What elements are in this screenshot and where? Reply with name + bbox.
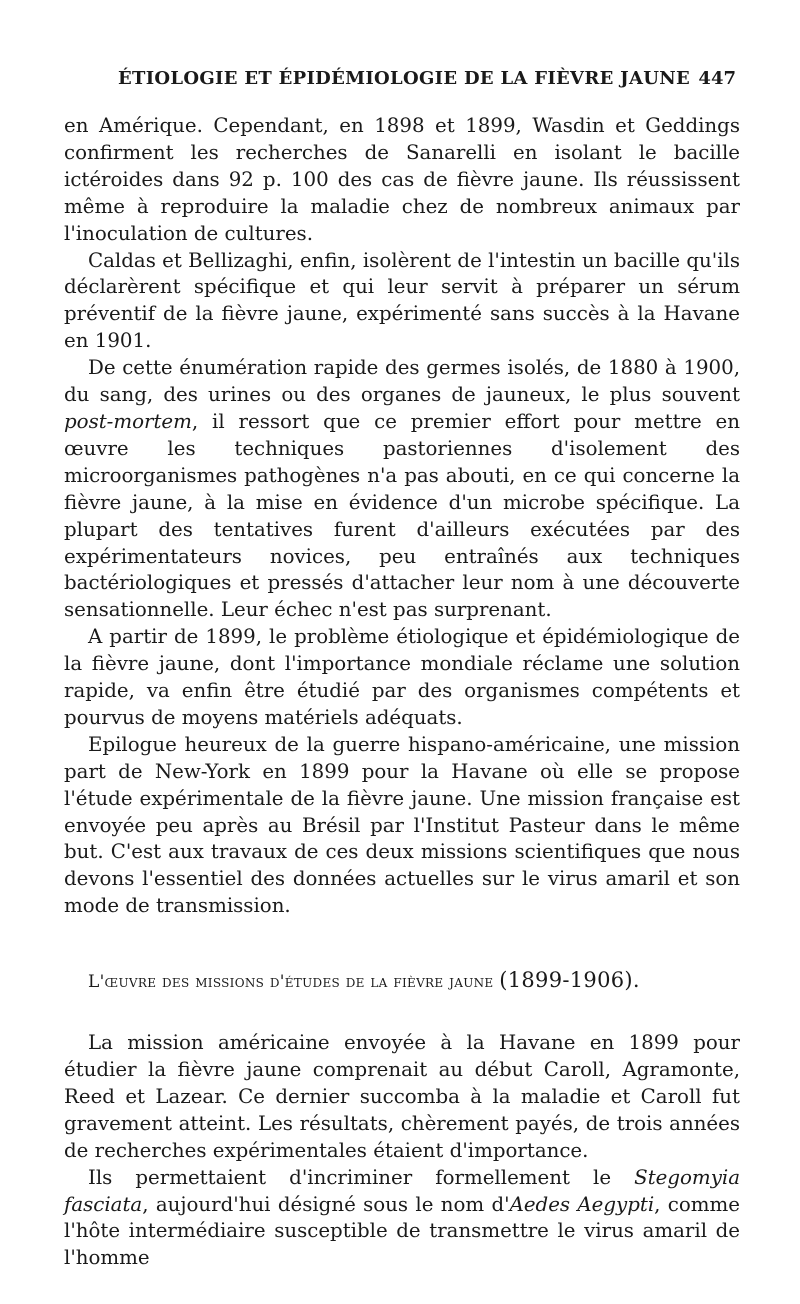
paragraph-3: De cette énumération rapide des germes isolés, de 1880 à 1900, du sang, des urines ou des organes de jauneux, le plus souvent post-mortem, il ressort que ce premier effort pour mettre en œuvre les techniques pastoriennes d'isolement des microorganismes pathogènes n'a pas abouti, en ce qui concerne la fièvre jaune, à la mise en évidence d'un microbe spécifique. La plupart des tentatives furent d'ailleurs exécutées par des expérimentateurs novices, peu entraînés aux techniques bactériologiques et pressés d'attacher leur nom à une découverte sensationnelle. Leur échec n'est pas surprenant. <box>64 356 740 622</box>
italic-term: Aedes Aegypti <box>509 1192 655 1216</box>
italic-term: Stegomyia fasciata <box>64 1165 740 1216</box>
paragraph-1: en Amérique. Cependant, en 1898 et 1899, Wasdin et Geddings confirment les recherches de Sanarelli en isolant le bacille ictéroides dans 92 p. 100 des cas de fièvre jaune. Ils réussissent même à reproduire la maladie chez de nombreux animaux par l'inoculation de cultures. <box>64 114 740 245</box>
section-heading <box>64 967 740 996</box>
paragraph-7: Ils permettaient d'incriminer formellement le Stegomyia fasciata, aujourd'hui désigné sous le nom d'Aedes Aegypti, comme l'hôte intermédiaire susceptible de transmettre le virus amaril de l'homme <box>64 1165 740 1270</box>
page-number: 447 <box>698 68 736 89</box>
section-heading-years: (1899-1906). <box>499 968 640 993</box>
italic-term: post-mortem <box>64 409 192 433</box>
page-header <box>64 64 740 94</box>
section-heading-label: L'œuvre des missions d'études de la fièvre jaune <box>88 972 494 993</box>
paragraph-4: A partir de 1899, le problème étiologique et épidémiologique de la fièvre jaune, dont l'importance mondiale réclame une solution rapide, va enfin être étudié par des organismes compétents et pourvus de moyens matériels adéquats. <box>64 625 740 729</box>
paragraph-5: Epilogue heureux de la guerre hispano-américaine, une mission part de New-York en 1899 pour la Havane où elle se propose l'étude expérimentale de la fièvre jaune. Une mission française est envoyée peu après au Brésil par l'Institut Pasteur dans le même but. C'est aux travaux de ces deux missions scientifiques que nous devons l'essentiel des données actuelles sur le virus amaril et son mode de transmission. <box>64 732 740 918</box>
running-title: ÉTIOLOGIE ET ÉPIDÉMIOLOGIE DE LA FIÈVRE JAUNE <box>118 68 691 89</box>
body-text <box>64 113 740 1272</box>
paragraph-2: Caldas et Bellizaghi, enfin, isolèrent de l'intestin un bacille qu'ils déclarèrent spécifique et qui leur servit à préparer un sérum préventif de la fièvre jaune, expérimenté sans succès à la Havane en 1901. <box>64 248 740 353</box>
paragraph-6: La mission américaine envoyée à la Havane en 1899 pour étudier la fièvre jaune comprenait au début Caroll, Agramonte, Reed et Lazear. Ce dernier succomba à la maladie et Caroll fut gravement atteint. Les résultats, chèrement payés, de trois années de recherches expérimentales étaient d'importance. <box>64 1031 740 1162</box>
